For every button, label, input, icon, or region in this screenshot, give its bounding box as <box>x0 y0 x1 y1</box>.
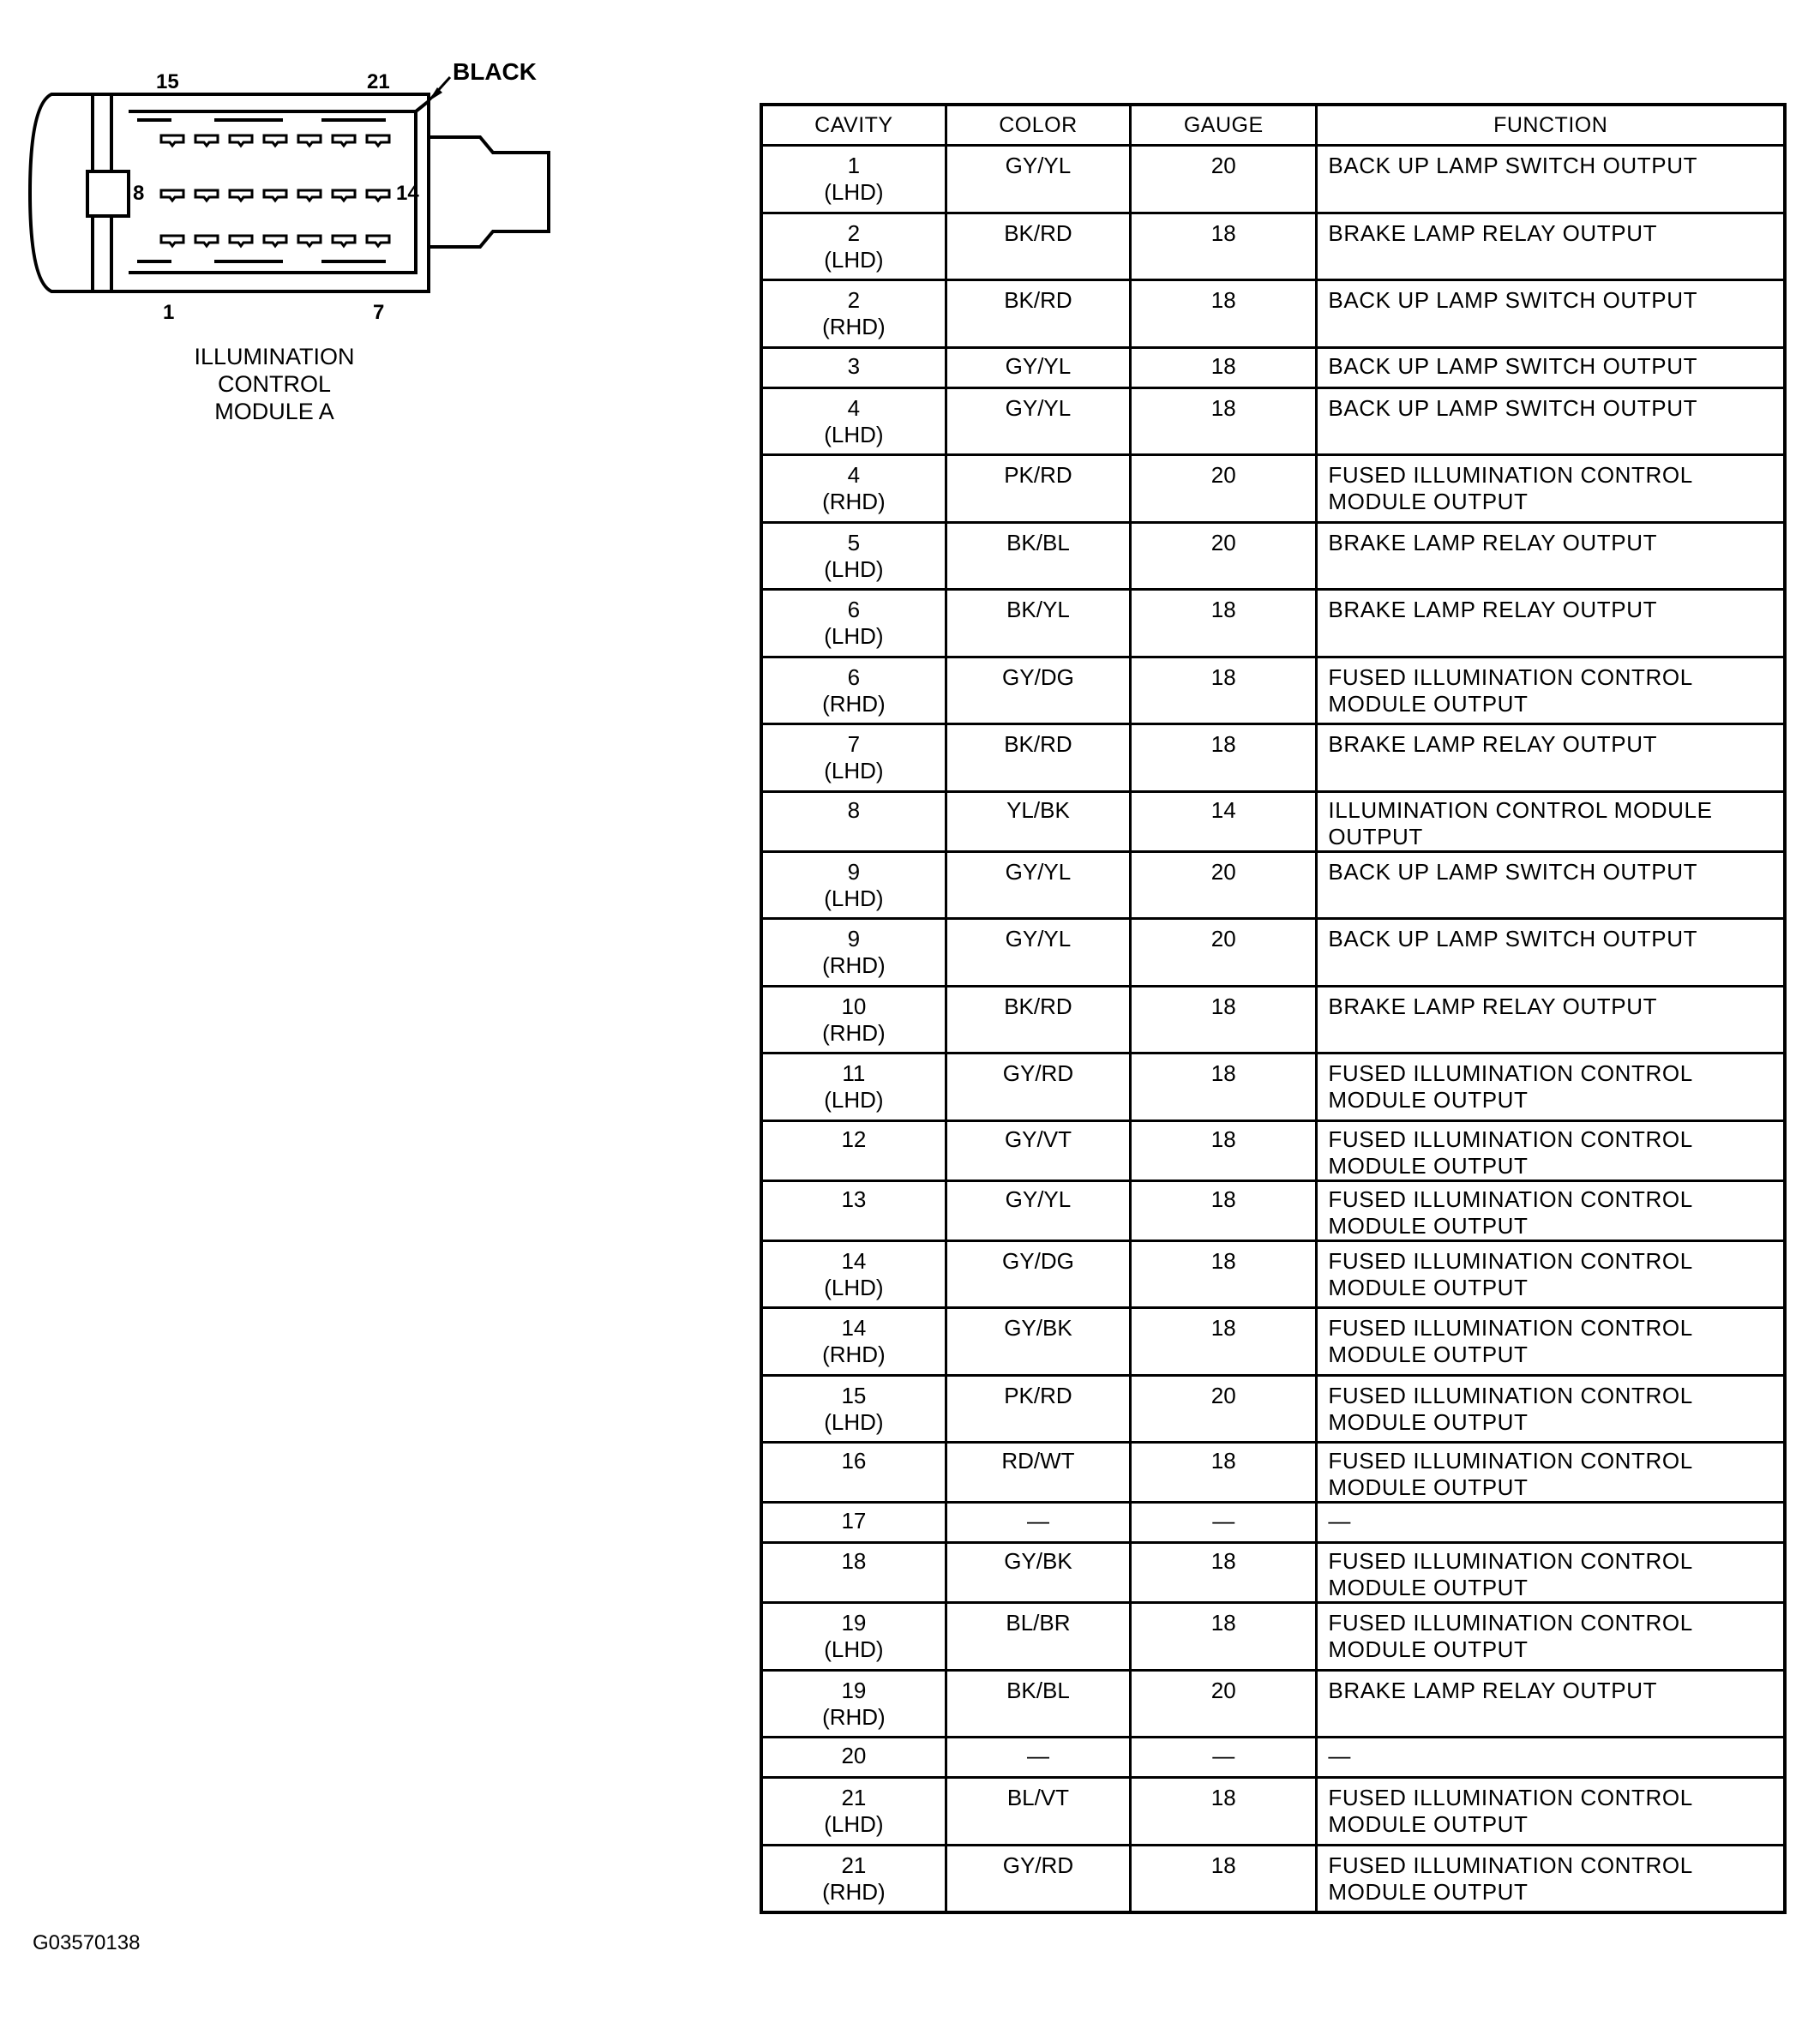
function-cell: FUSED ILLUMINATION CONTROL MODULE OUTPUT <box>1317 1240 1785 1308</box>
function-cell: ILLUMINATION CONTROL MODULE OUTPUT <box>1317 791 1785 851</box>
connector-pin <box>195 190 218 201</box>
cavity-number: 4 <box>847 394 861 421</box>
cavity-variant: (RHD) <box>822 690 886 717</box>
gauge-cell: 18 <box>1131 347 1317 387</box>
connector-pin <box>333 190 355 201</box>
table-row <box>761 1240 1785 1308</box>
gauge-cell: 18 <box>1131 213 1317 280</box>
function-cell: FUSED ILLUMINATION CONTROL MODULE OUTPUT <box>1317 1180 1785 1240</box>
cavity-variant: (LHD) <box>824 1636 884 1662</box>
cavity-number: 20 <box>841 1743 867 1768</box>
gauge-cell: 20 <box>1131 851 1317 919</box>
cavity-cell <box>761 851 946 919</box>
cavity-number: 21 <box>841 1852 867 1878</box>
cavity-cell <box>761 1845 946 1912</box>
function-cell: BRAKE LAMP RELAY OUTPUT <box>1317 986 1785 1054</box>
table-row <box>761 213 1785 280</box>
gauge-cell: — <box>1131 1738 1317 1778</box>
gauge-cell: 18 <box>1131 1120 1317 1180</box>
cavity-variant: (RHD) <box>822 314 886 339</box>
connector-pin <box>298 236 321 246</box>
gauge-cell: 18 <box>1131 1543 1317 1603</box>
header-cavity: CAVITY <box>761 105 946 146</box>
pin-label-7: 7 <box>373 301 385 324</box>
connector-pin <box>161 135 183 146</box>
function-cell: BRAKE LAMP RELAY OUTPUT <box>1317 522 1785 590</box>
cavity-cell <box>761 1054 946 1121</box>
function-cell: BACK UP LAMP SWITCH OUTPUT <box>1317 387 1785 455</box>
function-cell: BACK UP LAMP SWITCH OUTPUT <box>1317 347 1785 387</box>
connector-pin <box>264 135 286 146</box>
cavity-number: 2 <box>847 219 861 246</box>
connector-pin <box>230 190 252 201</box>
color-cell: GY/DG <box>946 1240 1130 1308</box>
function-cell: FUSED ILLUMINATION CONTROL MODULE OUTPUT <box>1317 1543 1785 1603</box>
cavity-cell <box>761 1443 946 1503</box>
table-body <box>761 146 1785 1912</box>
connector-pin <box>161 236 183 246</box>
table-row <box>761 986 1785 1054</box>
color-cell: GY/RD <box>946 1054 1130 1121</box>
color-cell: GY/DG <box>946 657 1130 724</box>
table-row <box>761 1308 1785 1376</box>
cavity-number: 19 <box>841 1610 867 1636</box>
function-cell: FUSED ILLUMINATION CONTROL MODULE OUTPUT <box>1317 1120 1785 1180</box>
table-row <box>761 1603 1785 1671</box>
cavity-cell <box>761 1240 946 1308</box>
connector-pin <box>333 135 355 146</box>
cavity-cell <box>761 1375 946 1443</box>
connector-pin <box>195 135 218 146</box>
color-cell: GY/RD <box>946 1845 1130 1912</box>
table-row <box>761 1054 1785 1121</box>
connector-pin <box>161 190 183 201</box>
function-cell: FUSED ILLUMINATION CONTROL MODULE OUTPUT <box>1317 1603 1785 1671</box>
table-row <box>761 1738 1785 1778</box>
cavity-number: 14 <box>841 1247 867 1274</box>
color-cell: GY/YL <box>946 347 1130 387</box>
gauge-cell: 18 <box>1131 724 1317 792</box>
cavity-variant: (LHD) <box>824 885 884 911</box>
cavity-variant: (RHD) <box>822 952 886 978</box>
gauge-cell: 18 <box>1131 590 1317 657</box>
pin-label-8: 8 <box>133 182 145 205</box>
table-row <box>761 1543 1785 1603</box>
cavity-variant: (LHD) <box>824 421 884 447</box>
color-cell: GY/YL <box>946 387 1130 455</box>
color-cell: BK/RD <box>946 213 1130 280</box>
table-row <box>761 146 1785 213</box>
gauge-cell: 20 <box>1131 1670 1317 1738</box>
connector-pin <box>195 236 218 246</box>
color-cell: GY/VT <box>946 1120 1130 1180</box>
cavity-cell <box>761 724 946 792</box>
function-cell: BACK UP LAMP SWITCH OUTPUT <box>1317 280 1785 348</box>
table-row <box>761 1375 1785 1443</box>
color-cell: RD/WT <box>946 1443 1130 1503</box>
cavity-cell <box>761 657 946 724</box>
connector-pin <box>367 135 389 146</box>
cavity-number: 5 <box>847 529 861 555</box>
connector-pins <box>161 135 389 246</box>
connector-pin <box>230 135 252 146</box>
cavity-number: 9 <box>847 926 861 951</box>
cavity-cell <box>761 1180 946 1240</box>
cavity-number: 10 <box>841 993 867 1019</box>
pin-label-21: 21 <box>367 70 390 93</box>
cavity-number: 7 <box>847 731 861 757</box>
cavity-cell <box>761 1543 946 1603</box>
cavity-cell <box>761 387 946 455</box>
connector-pin <box>298 190 321 201</box>
header-gauge: GAUGE <box>1131 105 1317 146</box>
color-cell: BK/RD <box>946 724 1130 792</box>
function-cell: BRAKE LAMP RELAY OUTPUT <box>1317 590 1785 657</box>
cavity-number: 17 <box>841 1508 867 1534</box>
table-row <box>761 455 1785 523</box>
caption-line-2: CONTROL <box>217 371 331 397</box>
gauge-cell: 20 <box>1131 455 1317 523</box>
color-cell: YL/BK <box>946 791 1130 851</box>
table-row <box>761 387 1785 455</box>
cavity-cell <box>761 1778 946 1846</box>
color-cell: — <box>946 1738 1130 1778</box>
pin-label-1: 1 <box>163 301 175 324</box>
cavity-cell <box>761 1503 946 1543</box>
color-cell: GY/YL <box>946 919 1130 987</box>
gauge-cell: 18 <box>1131 1054 1317 1121</box>
color-cell: — <box>946 1503 1130 1543</box>
cavity-variant: (RHD) <box>822 1878 886 1905</box>
cavity-number: 12 <box>841 1126 867 1152</box>
cavity-cell <box>761 1308 946 1376</box>
table-row <box>761 724 1785 792</box>
header-color: COLOR <box>946 105 1130 146</box>
color-cell: BL/VT <box>946 1778 1130 1846</box>
function-cell: BRAKE LAMP RELAY OUTPUT <box>1317 724 1785 792</box>
color-cell: BK/RD <box>946 986 1130 1054</box>
gauge-cell: — <box>1131 1503 1317 1543</box>
color-cell: GY/YL <box>946 851 1130 919</box>
cavity-variant: (LHD) <box>824 179 884 205</box>
function-cell: BACK UP LAMP SWITCH OUTPUT <box>1317 919 1785 987</box>
cavity-number: 9 <box>847 858 861 885</box>
function-cell: BACK UP LAMP SWITCH OUTPUT <box>1317 146 1785 213</box>
cavity-variant: (RHD) <box>822 1019 886 1046</box>
gauge-cell: 18 <box>1131 1308 1317 1376</box>
function-cell: — <box>1317 1503 1785 1543</box>
function-cell: FUSED ILLUMINATION CONTROL MODULE OUTPUT <box>1317 455 1785 523</box>
table-row <box>761 657 1785 724</box>
color-cell: BK/BL <box>946 1670 1130 1738</box>
gauge-cell: 20 <box>1131 522 1317 590</box>
cavity-variant: (LHD) <box>824 758 884 783</box>
table-row <box>761 522 1785 590</box>
cavity-number: 18 <box>841 1548 867 1574</box>
table-row <box>761 1443 1785 1503</box>
color-cell: PK/RD <box>946 455 1130 523</box>
cavity-cell <box>761 213 946 280</box>
caption-line-1: ILLUMINATION <box>194 344 355 369</box>
gauge-cell: 18 <box>1131 986 1317 1054</box>
figure-id: G03570138 <box>33 1931 141 1954</box>
connector-pin <box>367 236 389 246</box>
color-cell: BK/YL <box>946 590 1130 657</box>
cavity-number: 6 <box>847 663 861 690</box>
pinout-table <box>760 103 1787 1914</box>
function-cell: BRAKE LAMP RELAY OUTPUT <box>1317 213 1785 280</box>
cavity-variant: (RHD) <box>822 489 886 514</box>
cavity-cell <box>761 347 946 387</box>
table-row <box>761 1503 1785 1543</box>
cavity-number: 11 <box>842 1060 866 1086</box>
cavity-number: 3 <box>847 352 861 379</box>
pin-label-14: 14 <box>396 182 419 205</box>
connector-color-label: BLACK <box>453 58 537 85</box>
cavity-cell <box>761 919 946 987</box>
cavity-variant: (RHD) <box>822 1342 886 1367</box>
table-row <box>761 590 1785 657</box>
gauge-cell: 20 <box>1131 1375 1317 1443</box>
color-cell: GY/YL <box>946 146 1130 213</box>
table-row <box>761 280 1785 348</box>
cavity-cell <box>761 280 946 348</box>
table-row <box>761 791 1785 851</box>
cavity-cell <box>761 1603 946 1671</box>
gauge-cell: 18 <box>1131 1845 1317 1912</box>
color-cell: BK/RD <box>946 280 1130 348</box>
table-row <box>761 1845 1785 1912</box>
color-cell: GY/BK <box>946 1543 1130 1603</box>
cavity-variant: (LHD) <box>824 1087 884 1113</box>
gauge-cell: 18 <box>1131 1603 1317 1671</box>
cavity-cell <box>761 986 946 1054</box>
function-cell: FUSED ILLUMINATION CONTROL MODULE OUTPUT <box>1317 1054 1785 1121</box>
function-cell: BRAKE LAMP RELAY OUTPUT <box>1317 1670 1785 1738</box>
color-cell: BK/BL <box>946 522 1130 590</box>
cavity-cell <box>761 1738 946 1778</box>
cavity-cell <box>761 1670 946 1738</box>
cavity-number: 2 <box>847 287 861 313</box>
function-cell: FUSED ILLUMINATION CONTROL MODULE OUTPUT <box>1317 1778 1785 1846</box>
function-cell: FUSED ILLUMINATION CONTROL MODULE OUTPUT <box>1317 1375 1785 1443</box>
gauge-cell: 18 <box>1131 657 1317 724</box>
color-cell: BL/BR <box>946 1603 1130 1671</box>
table-row <box>761 347 1785 387</box>
cavity-number: 14 <box>841 1315 867 1341</box>
function-cell: FUSED ILLUMINATION CONTROL MODULE OUTPUT <box>1317 1845 1785 1912</box>
cavity-cell <box>761 1120 946 1180</box>
color-cell: GY/BK <box>946 1308 1130 1376</box>
connector-pin <box>333 236 355 246</box>
cavity-cell <box>761 590 946 657</box>
cavity-variant: (LHD) <box>824 623 884 649</box>
function-cell: BACK UP LAMP SWITCH OUTPUT <box>1317 851 1785 919</box>
gauge-cell: 18 <box>1131 1443 1317 1503</box>
connector-pin <box>367 190 389 201</box>
caption-line-3: MODULE A <box>214 399 334 424</box>
table-row <box>761 919 1785 987</box>
function-cell: FUSED ILLUMINATION CONTROL MODULE OUTPUT <box>1317 1443 1785 1503</box>
gauge-cell: 18 <box>1131 280 1317 348</box>
pin-label-15: 15 <box>156 70 179 93</box>
function-cell: FUSED ILLUMINATION CONTROL MODULE OUTPUT <box>1317 657 1785 724</box>
color-cell: PK/RD <box>946 1375 1130 1443</box>
cavity-cell <box>761 146 946 213</box>
gauge-cell: 18 <box>1131 387 1317 455</box>
function-cell: FUSED ILLUMINATION CONTROL MODULE OUTPUT <box>1317 1308 1785 1376</box>
cavity-variant: (LHD) <box>824 1408 884 1435</box>
cavity-number: 13 <box>841 1186 867 1212</box>
cavity-number: 6 <box>847 597 861 622</box>
cavity-number: 1 <box>847 153 861 178</box>
table-header-row <box>761 105 1785 146</box>
connector-pin <box>298 135 321 146</box>
cavity-number: 19 <box>841 1677 867 1703</box>
cavity-cell <box>761 522 946 590</box>
cavity-number: 8 <box>847 796 861 823</box>
cavity-number: 16 <box>841 1448 867 1474</box>
cavity-variant: (LHD) <box>824 1811 884 1837</box>
gauge-cell: 18 <box>1131 1240 1317 1308</box>
gauge-cell: 18 <box>1131 1778 1317 1846</box>
table-row <box>761 1778 1785 1846</box>
connector-pin <box>230 236 252 246</box>
header-function: FUNCTION <box>1317 105 1785 146</box>
cavity-cell <box>761 455 946 523</box>
gauge-cell: 18 <box>1131 1180 1317 1240</box>
cavity-number: 4 <box>847 462 861 488</box>
cavity-variant: (LHD) <box>824 1274 884 1300</box>
gauge-cell: 20 <box>1131 919 1317 987</box>
cavity-number: 15 <box>841 1382 867 1408</box>
cavity-variant: (RHD) <box>822 1703 886 1730</box>
cavity-variant: (LHD) <box>824 246 884 273</box>
gauge-cell: 14 <box>1131 791 1317 851</box>
table-row <box>761 1120 1785 1180</box>
table-row <box>761 851 1785 919</box>
connector-diagram <box>26 51 574 326</box>
cavity-cell <box>761 791 946 851</box>
connector-pin <box>264 236 286 246</box>
connector-caption <box>146 343 403 425</box>
cavity-variant: (LHD) <box>824 555 884 582</box>
function-cell: — <box>1317 1738 1785 1778</box>
table-row <box>761 1180 1785 1240</box>
connector-pin <box>264 190 286 201</box>
cavity-number: 21 <box>841 1785 867 1810</box>
color-cell: GY/YL <box>946 1180 1130 1240</box>
table-row <box>761 1670 1785 1738</box>
gauge-cell: 20 <box>1131 146 1317 213</box>
